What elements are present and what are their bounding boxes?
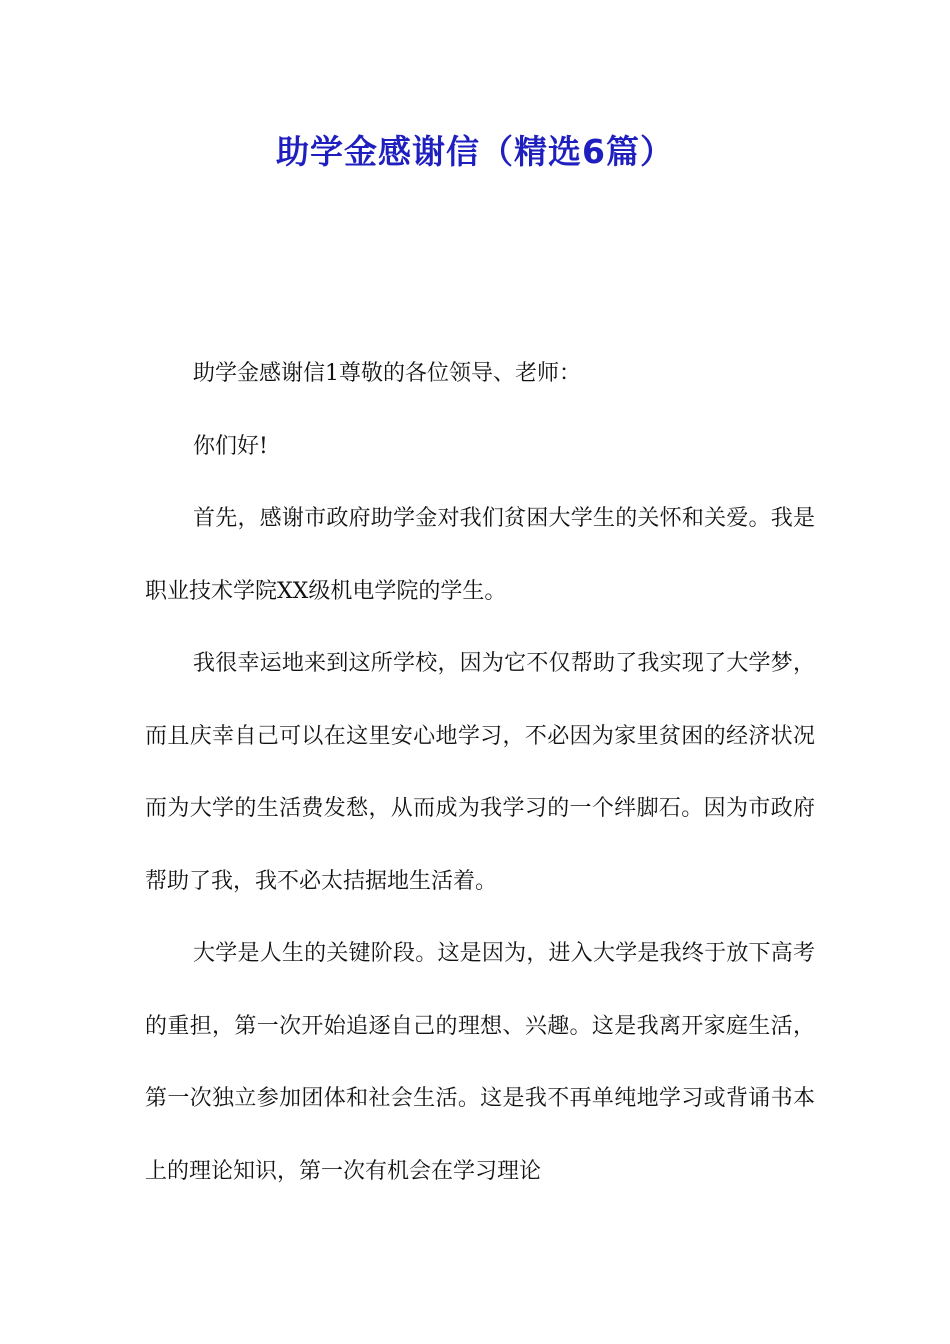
document-title: 助学金感谢信（精选6篇） bbox=[276, 132, 674, 171]
document-body bbox=[145, 338, 815, 1208]
paragraph-university-stage: 大学是人生的关键阶段。这是因为，进入大学是我终于放下高考的重担，第一次开始追逐自己的理想、兴趣。这是我离开家庭生活，第一次独立参加团体和社会生活。这是我不再单纯地学习或背诵书本上的理论知识，第一次有机会在学习理论 bbox=[145, 941, 815, 1184]
paragraph-fortunate: 我很幸运地来到这所学校，因为它不仅帮助了我实现了大学梦，而且庆幸自己可以在这里安心地学习，不必因为家里贫困的经济状况而为大学的生活费发愁，从而成为我学习的一个绊脚石。因为市政府帮助了我，我不必太拮据地生活着。 bbox=[145, 651, 815, 894]
paragraph-greeting: 你们好! bbox=[193, 433, 268, 459]
paragraph-salutation: 助学金感谢信1尊敬的各位领导、老师： bbox=[193, 361, 581, 386]
paragraph-thanks: 首先，感谢市政府助学金对我们贫困大学生的关怀和关爱。我是职业技术学院XX级机电学院的学生。 bbox=[145, 506, 815, 604]
